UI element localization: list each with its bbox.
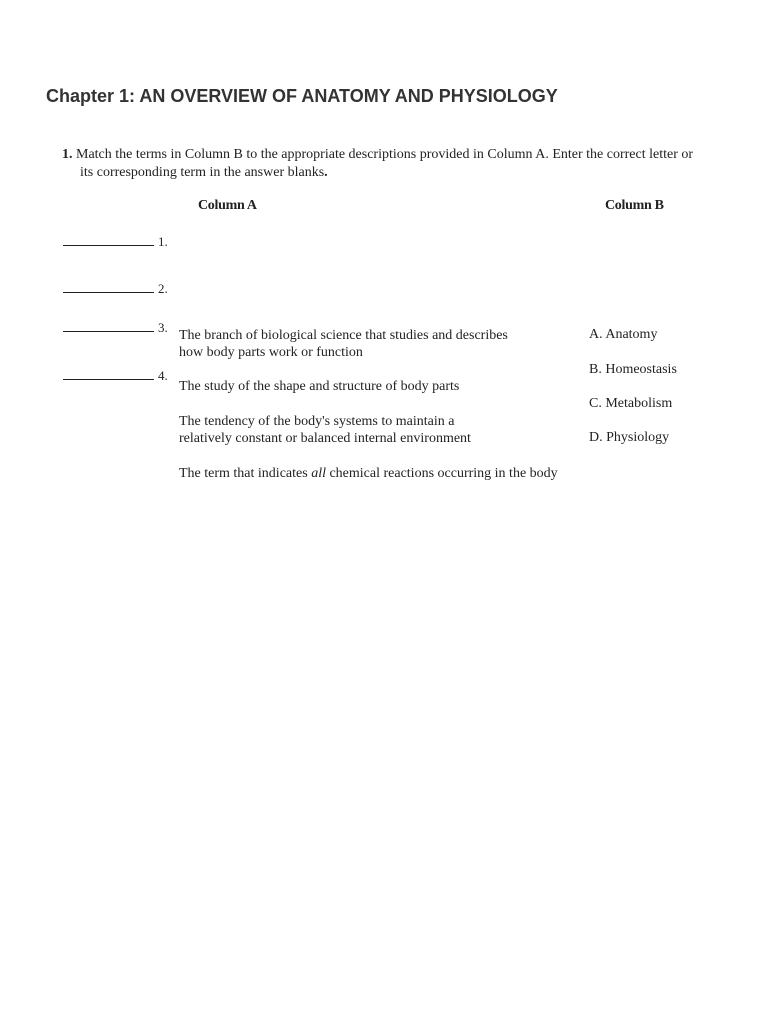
chapter-title: Chapter 1: AN OVERVIEW OF ANATOMY AND PHYSIOLOGY	[46, 86, 558, 106]
description-1-line-1: The branch of biological science that studies and describes	[179, 328, 508, 343]
question-line-2	[80, 164, 328, 182]
answer-line[interactable]	[63, 330, 154, 332]
answer-line[interactable]	[63, 291, 154, 293]
description-3-line-1: The tendency of the body's systems to maintain a	[179, 414, 455, 429]
blank-number: 1.	[158, 234, 168, 249]
question-text-1: Match the terms in Column B to the appropriate descriptions provided in Column A. Enter the correct letter or	[76, 147, 694, 162]
description-3-line-2: relatively constant or balanced internal environment	[179, 431, 471, 446]
blank-number: 3.	[158, 320, 168, 335]
answer-blank-4[interactable]	[63, 368, 168, 384]
term-physiology: D. Physiology	[589, 430, 670, 445]
answer-blank-3[interactable]	[63, 320, 168, 336]
question-number: 1.	[62, 147, 73, 162]
answer-blank-1[interactable]	[63, 234, 168, 250]
term-metabolism: C. Metabolism	[589, 396, 673, 411]
answer-line[interactable]	[63, 378, 154, 380]
description-1-line-2: how body parts work or function	[179, 345, 363, 360]
description-1	[179, 327, 508, 361]
description-4-post: chemical reactions occurring in the body	[325, 466, 558, 481]
description-2: The study of the shape and structure of body parts	[179, 379, 460, 394]
column-a-header: Column A	[198, 198, 257, 213]
description-4-pre: The term that indicates	[179, 466, 312, 481]
answer-line[interactable]	[63, 244, 154, 246]
column-b-header: Column B	[605, 198, 664, 213]
question-period: .	[324, 165, 328, 180]
term-homeostasis: B. Homeostasis	[589, 362, 677, 377]
question-line-1	[62, 146, 693, 164]
description-4	[179, 465, 558, 482]
term-anatomy: A. Anatomy	[589, 327, 658, 342]
question-text-2: its corresponding term in the answer blanks	[80, 165, 325, 180]
answer-blank-2[interactable]	[63, 281, 168, 297]
blank-number: 2.	[158, 281, 168, 296]
description-4-emphasis: all	[311, 466, 326, 481]
blank-number: 4.	[158, 368, 168, 383]
description-3	[179, 413, 471, 447]
